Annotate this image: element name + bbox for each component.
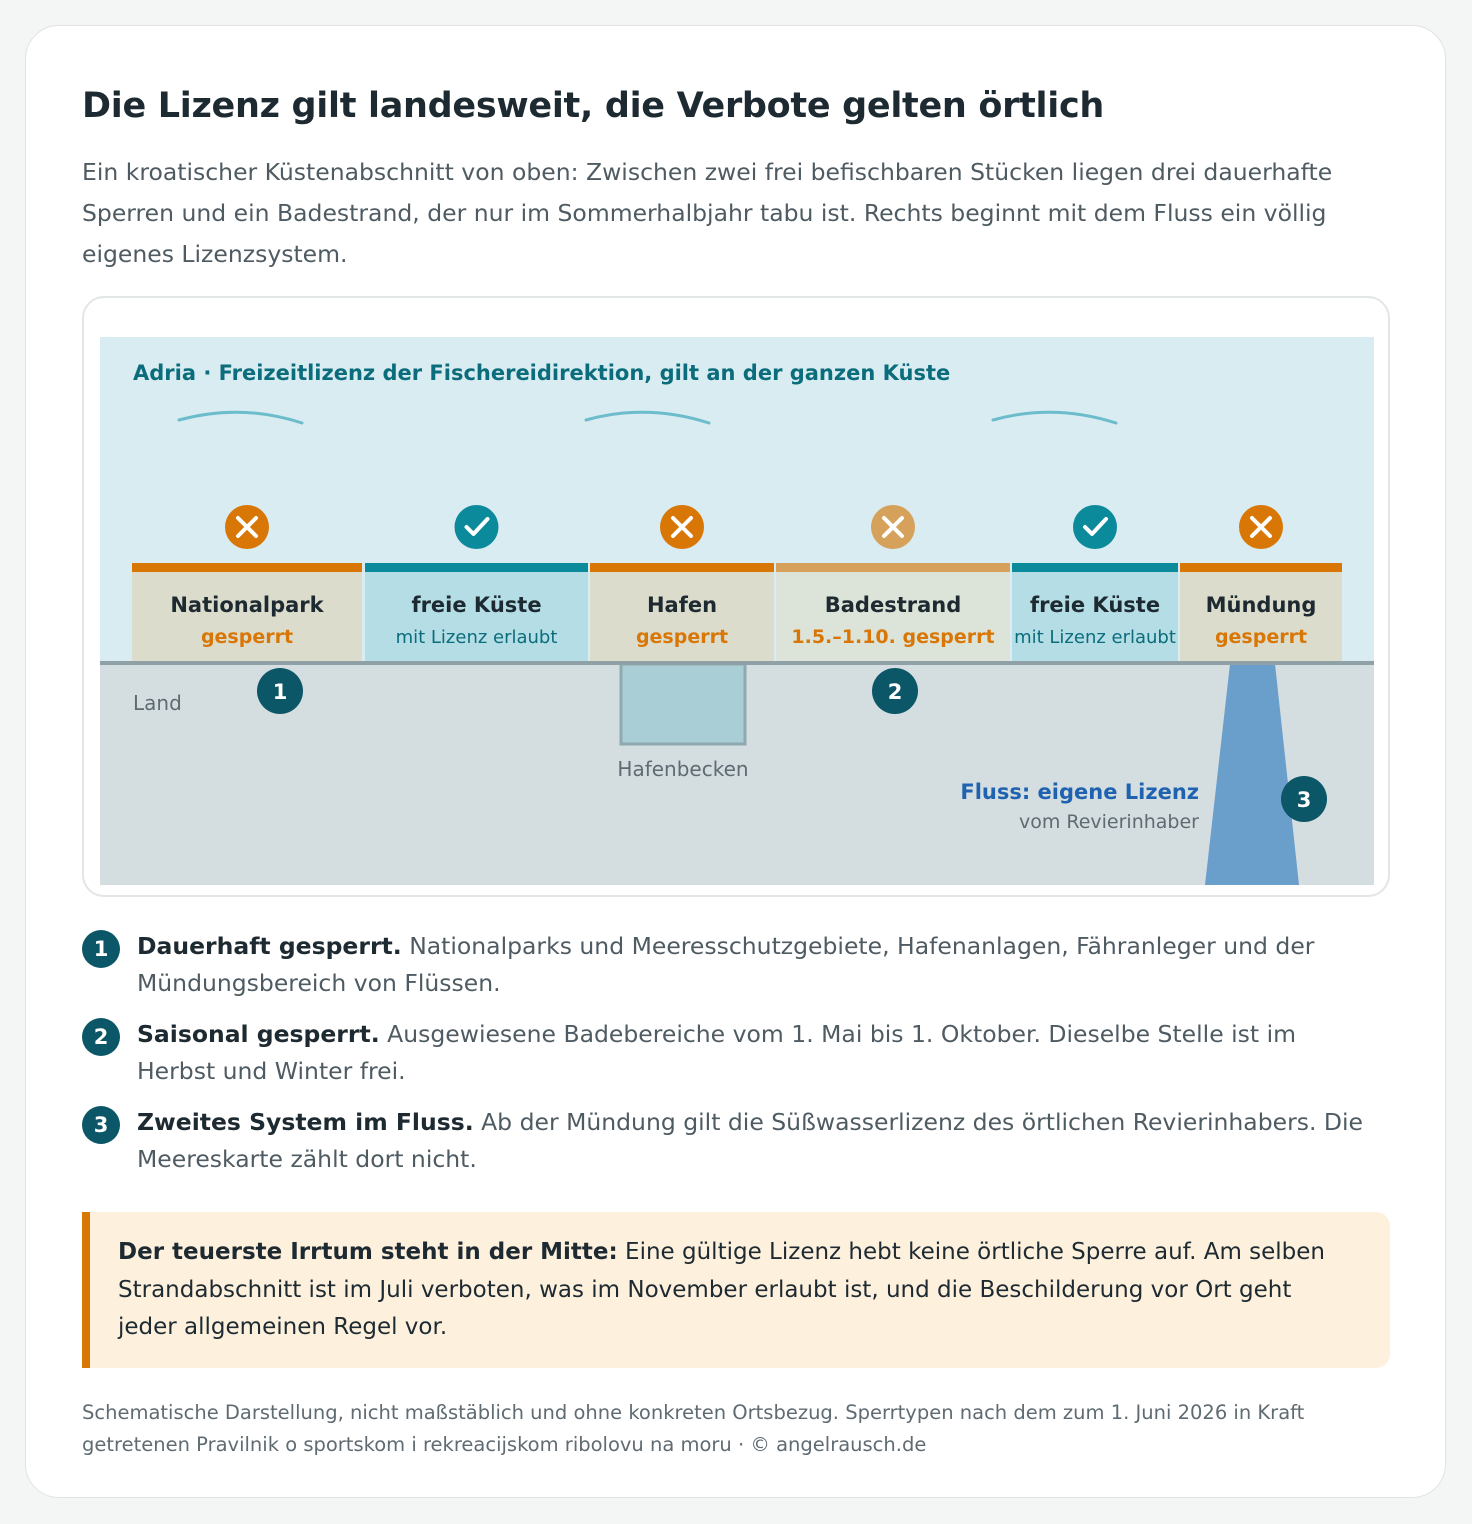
segment-name: Hafen: [646, 593, 718, 617]
footer-source: Schematische Darstellung, nicht maßstäblich und ohne konkreten Ortsbezug. Sperrtypen nach dem zum 1. Juni 2026 in Kraft getretenen Pravilnik o sportskom i rekreacijskom ribolovu na moru · © angelrausch.de: [82, 1401, 1305, 1456]
coast-diagram-svg: [84, 298, 1392, 899]
segment-name: freie Küste: [1029, 593, 1161, 617]
legend-text: Ab der Mündung gilt die Süßwasserlizenz des örtlichen Revierinhabers. Die Meereskarte zählt dort nicht.: [137, 1108, 1364, 1173]
segment-status: 1.5.–1.10. gesperrt: [791, 626, 995, 648]
legend-number: 1: [82, 930, 120, 968]
harbor-label: Hafenbecken: [617, 757, 749, 781]
legend-number: 3: [82, 1106, 120, 1144]
marker-1: [257, 668, 303, 714]
legend-text: Ausgewiesene Badebereiche vom 1. Mai bis 1. Oktober. Dieselbe Stelle ist im Herbst und Winter frei.: [137, 1020, 1296, 1085]
harbor-basin: [621, 664, 745, 744]
legend-title: Dauerhaft gesperrt.: [137, 932, 402, 960]
river-label: Fluss: eigene Lizenz: [960, 780, 1199, 804]
segment-bar: [1180, 563, 1342, 572]
segment-status: mit Lizenz erlaubt: [395, 627, 558, 648]
legend-text: Nationalparks und Meeresschutzgebiete, Hafenanlagen, Fähranleger und der Mündungsbereich von Flüssen.: [137, 932, 1315, 997]
river-sublabel: vom Revierinhaber: [1018, 811, 1199, 833]
legend: [82, 928, 1372, 1192]
note-title: Der teuerste Irrtum steht in der Mitte:: [118, 1239, 618, 1265]
warning-note: [82, 1212, 1390, 1368]
marker-label: 1: [272, 680, 288, 704]
land-label: Land: [133, 691, 182, 715]
coastline: [100, 661, 1374, 665]
segment-bar: [365, 563, 588, 572]
check-icon: [455, 505, 499, 549]
coast-diagram: [82, 296, 1390, 897]
lead-text: Ein kroatischer Küstenabschnitt von oben: Zwischen zwei frei befischbaren Stücken liegen drei dauerhafte Sperren und ein Badestrand, der nur im Sommerhalbjahr tabu ist. Rechts beginnt mit dem Fluss ein völlig eigenes Lizenzsystem.: [82, 158, 1333, 268]
segment-name: Nationalpark: [170, 593, 324, 617]
check-icon: [1073, 505, 1117, 549]
marker-2: [872, 668, 918, 714]
segment-name: Badestrand: [824, 593, 962, 617]
legend-item-2: [82, 1016, 1372, 1090]
legend-title: Zweites System im Fluss.: [137, 1108, 474, 1136]
marker-label: 3: [1296, 788, 1312, 812]
page-title: Die Lizenz gilt landesweit, die Verbote gelten örtlich: [82, 86, 1105, 126]
segment-bar: [776, 563, 1010, 572]
segment-status: gesperrt: [635, 626, 729, 648]
segment-bar: [590, 563, 774, 572]
note-text: Eine gültige Lizenz hebt keine örtliche Sperre auf. Am selben Strandabschnitt ist im Juli verboten, was im November erlaubt ist, und die Beschilderung vor Ort geht jeder allgemeinen Regel vor.: [118, 1239, 1326, 1340]
legend-item-3: [82, 1104, 1372, 1178]
segment-bar: [132, 563, 362, 572]
segment-name: freie Küste: [411, 593, 542, 617]
legend-number: 2: [82, 1018, 120, 1056]
legend-item-1: [82, 928, 1372, 1002]
segment-status: gesperrt: [1214, 626, 1308, 648]
sea-label: Adria · Freizeitlizenz der Fischereidirektion, gilt an der ganzen Küste: [133, 361, 951, 385]
legend-title: Saisonal gesperrt.: [137, 1020, 380, 1048]
segment-status: mit Lizenz erlaubt: [1014, 627, 1176, 648]
segment-name: Mündung: [1205, 593, 1317, 617]
segment-status: gesperrt: [200, 626, 294, 648]
marker-3: [1281, 776, 1327, 822]
marker-label: 2: [887, 680, 903, 704]
segment-bar: [1012, 563, 1178, 572]
